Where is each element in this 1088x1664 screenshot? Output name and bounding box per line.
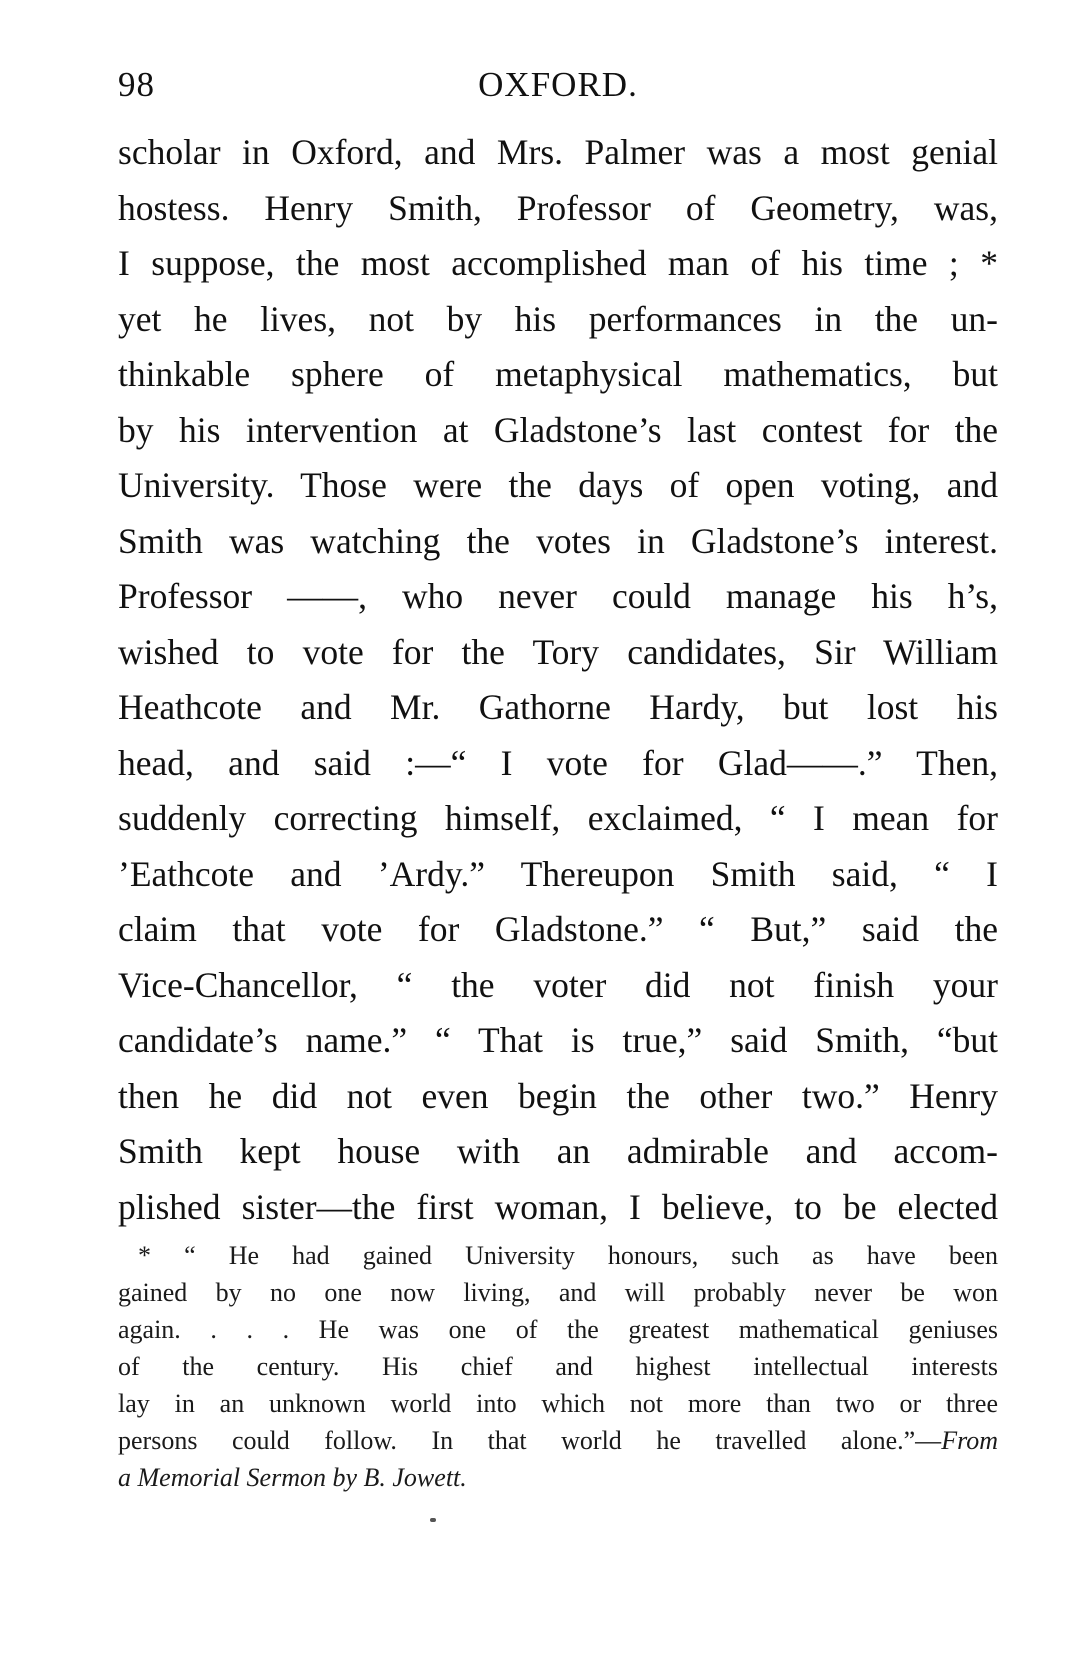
body-line: candidate’s name.” “ That is true,” said Smith, “but	[118, 1020, 998, 1060]
body-line: hostess. Henry Smith, Professor of Geometry, was,	[118, 187, 998, 228]
body-line: Smith kept house with an admirable and accom-	[118, 1131, 998, 1171]
body-line: thinkable sphere of metaphysical mathematics, but	[118, 354, 998, 394]
body-line: yet he lives, not by his performances in the un-	[118, 298, 998, 339]
footnote-line: lay in an unknown world into which not more than two or three	[118, 1389, 998, 1418]
footnote	[118, 1237, 998, 1496]
footnote-line: of the century. His chief and highest intellectual interests	[118, 1352, 998, 1381]
body-text	[118, 125, 998, 1235]
footnote-line: * “ He had gained University honours, such as have been	[138, 1241, 998, 1270]
body-line: Smith was watching the votes in Gladstone’s interest.	[118, 520, 998, 561]
attribution-from: From	[941, 1426, 998, 1455]
print-speck	[430, 1518, 436, 1522]
footnote-line-text: persons could follow. In that world he travelled alone.”—	[118, 1426, 942, 1455]
body-line: claim that vote for Gladstone.” “ But,” said the	[118, 909, 998, 949]
body-line: I suppose, the most accomplished man of his time ; *	[118, 243, 998, 283]
body-line: wished to vote for the Tory candidates, Sir William	[118, 631, 998, 672]
footnote-attribution: a Memorial Sermon by B. Jowett.	[118, 1463, 467, 1492]
body-line: University. Those were the days of open voting, and	[118, 465, 998, 505]
body-line: Professor ——, who never could manage his h’s,	[118, 576, 998, 616]
page-number: 98	[118, 65, 155, 104]
body-line: suddenly correcting himself, exclaimed, “ I mean for	[118, 798, 998, 838]
footnote-line: again. . . . He was one of the greatest mathematical geniuses	[118, 1315, 998, 1344]
body-line: by his intervention at Gladstone’s last contest for the	[118, 409, 998, 450]
body-line: plished sister—the first woman, I believe, to be elected	[118, 1186, 998, 1227]
body-line: head, and said :—“ I vote for Glad——.” Then,	[118, 742, 998, 783]
running-head: OXFORD.	[478, 65, 638, 104]
body-line: Heathcote and Mr. Gathorne Hardy, but lost his	[118, 687, 998, 727]
footnote-line-with-attribution	[118, 1422, 998, 1459]
body-line: ’Eathcote and ’Ardy.” Thereupon Smith said, “ I	[118, 853, 998, 894]
body-line: then he did not even begin the other two.” Henry	[118, 1075, 998, 1116]
page-header	[118, 60, 998, 110]
body-line: Vice-Chancellor, “ the voter did not finish your	[118, 964, 998, 1005]
body-line: scholar in Oxford, and Mrs. Palmer was a most genial	[118, 132, 998, 172]
footnote-line: gained by no one now living, and will probably never be won	[118, 1278, 998, 1307]
